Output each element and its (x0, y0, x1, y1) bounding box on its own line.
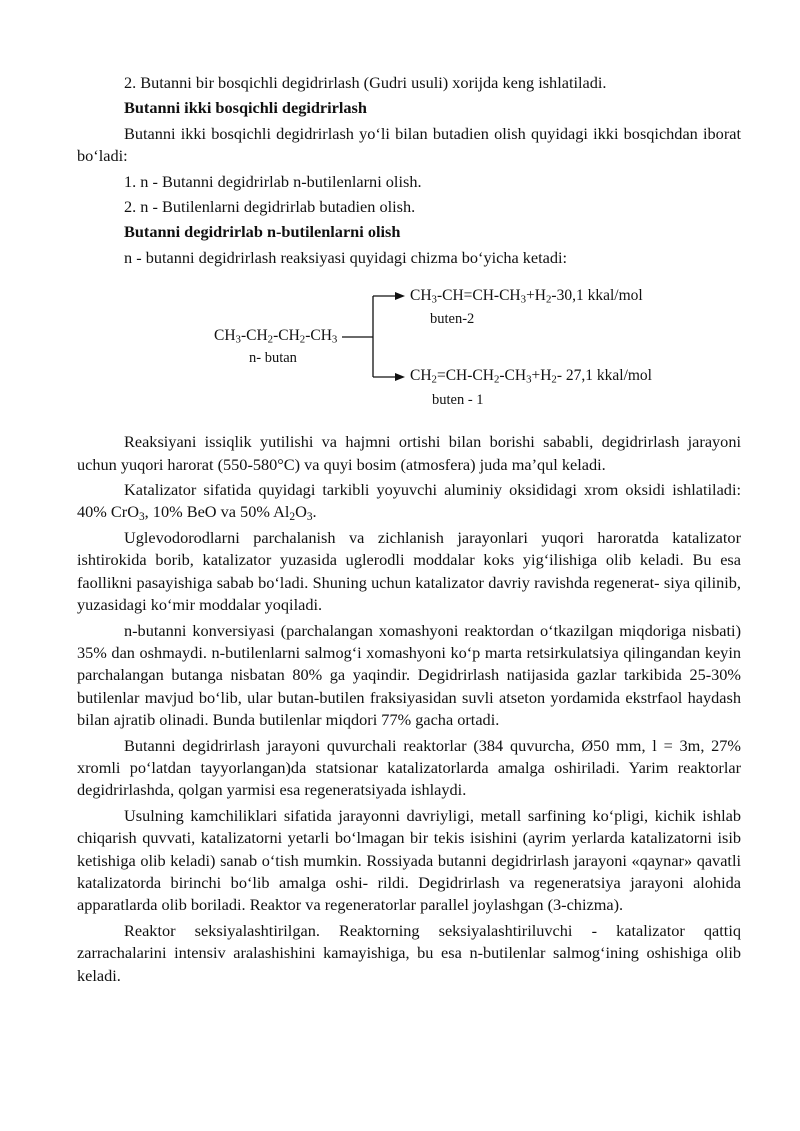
document-page (77, 72, 741, 990)
paragraph-coking: Uglevodorodlarni parchalanish va zichlanish jarayonlari yuqori haroratda katalizator ishtirokida borib, katalizator yuzasida uglerodli moddalar koks yig‘ilishiga olib keladi. Bu esa faollikni pasayishiga sabab bo‘ladi. Shuning uchun katalizator davriy ravishda regenerat- siya qilinib, yuzasidagi ko‘mir moddalar yoqiladi. (77, 527, 741, 615)
paragraph-conditions: Reaksiyani issiqlik yutilishi va hajmni ortishi bilan borishi sababli, degidrirlash jarayoni uchun yuqori harorat (550-580°C) va quyi bosim (atmosfera) juda ma’qul keladi. (77, 432, 741, 474)
paragraph-tubular-reactor: Butanni degidrirlash jarayoni quvurchali reaktorlar (384 quvurcha, Ø50 mm, l = 3m, 27% xromli po‘latdan tayyorlangan)da statsionar katalizatorlarda amalga oshiriladi. Yarim reaktorlar degidrirlashda, qolgan yarmisi esa regeneratsiyada ishlaydi. (77, 735, 741, 800)
paragraph-sectioned-reactor: Reaktor seksiyalashtirilgan. Reaktorning seksiyalashtiriluvchi - katalizator qattiq zarrachalarini intensiv aralashishini kamayishiga, bu esa n-butilenlar salmog‘ining oshishiga olib keladi. (77, 920, 741, 985)
product-1-name: buten-2 (430, 311, 475, 328)
product-1-formula: $CH_3-CH=CH-CH_3+H_2-30,1$ kkal/mol (410, 287, 643, 306)
list-item-stage-1: 1. n - Butanni degidrirlab n-butilenlarni olish. (124, 171, 422, 191)
product-2-formula: $CH_2=CH-CH_2-CH_3+H_2-$ 27,1 kkal/mol (410, 367, 652, 386)
paragraph-drawbacks: Usulning kamchiliklari sifatida jarayonni davriyligi, metall sarfining ko‘pligi, kichik ishlab chiqarish quvvati, katalizatorni yetarli bo‘lmagan bir tekis isishini (ayrim yerlarda katalizatorni isib ketishiga olib keladi) sanab o‘tish mumkin. Rossiyada butanni degidrirlash jarayoni «qaynar» qavatli katalizatorda birinchi bo‘lib amalga oshi- rildi. Degidrirlash va regeneratsiya jarayoni alohida apparatlarda olib boriladi. Reaktor va regeneratorlar parallel joylashgan (3-chizma). (77, 805, 741, 915)
paragraph-catalyst: Katalizator sifatida quyidagi tarkibli yoyuvchi aluminiy oksididagi xrom oksidi ishlatiladi: 40% CrO$_3$, 10% BeO va 50% $Al_2O_3$. (77, 480, 741, 524)
reactant-name: n- butan (249, 350, 297, 367)
paragraph-two-stage-intro: Butanni ikki bosqichli degidrirlash yo‘li bilan butadien olish quyidagi ikki bosqichdan iborat bo‘ladi: (77, 123, 741, 166)
reactant-formula: $CH_3-CH_2-CH_2-CH_3$ (214, 327, 338, 346)
paragraph-conversion: n-butanni konversiyasi (parchalangan xomashyoni reaktordan o‘tkazilgan miqdoriga nisbati) 35% dan oshmaydi. n-butilenlarni salmog‘i xomashyoni ko‘p marta retsirkulatsiya qilingandan keyin parchalangan butanga nisbatan 80% ga yaqindir. Degidrirlash natijasida gazlar tarkibida 25-30% butilenlar mavjud bo‘lib, ular butan-butilen fraksiyasidan suvli atseton yordamida ekstrfaol haydash bilan ajratib olinadi. Bunda butilenlar miqdori 77% gacha ortadi. (77, 620, 741, 730)
heading-two-stage: Butanni ikki bosqichli degidrirlash (124, 98, 367, 118)
list-item-stage-2: 2. n - Butilenlarni degidrirlab butadien olish. (124, 197, 416, 217)
paragraph-scheme-intro: n - butanni degidrirlash reaksiyasi quyidagi chizma bo‘yicha ketadi: (124, 247, 568, 267)
heading-butylene: Butanni degidrirlab n-butilenlarni olish (124, 222, 401, 242)
reaction-scheme (77, 272, 741, 425)
paragraph-gudri-method: 2. Butanni bir bosqichli degidrirlash (Gudri usuli) xorijda keng ishlatiladi. (124, 73, 607, 92)
product-2-name: buten - 1 (432, 392, 484, 409)
